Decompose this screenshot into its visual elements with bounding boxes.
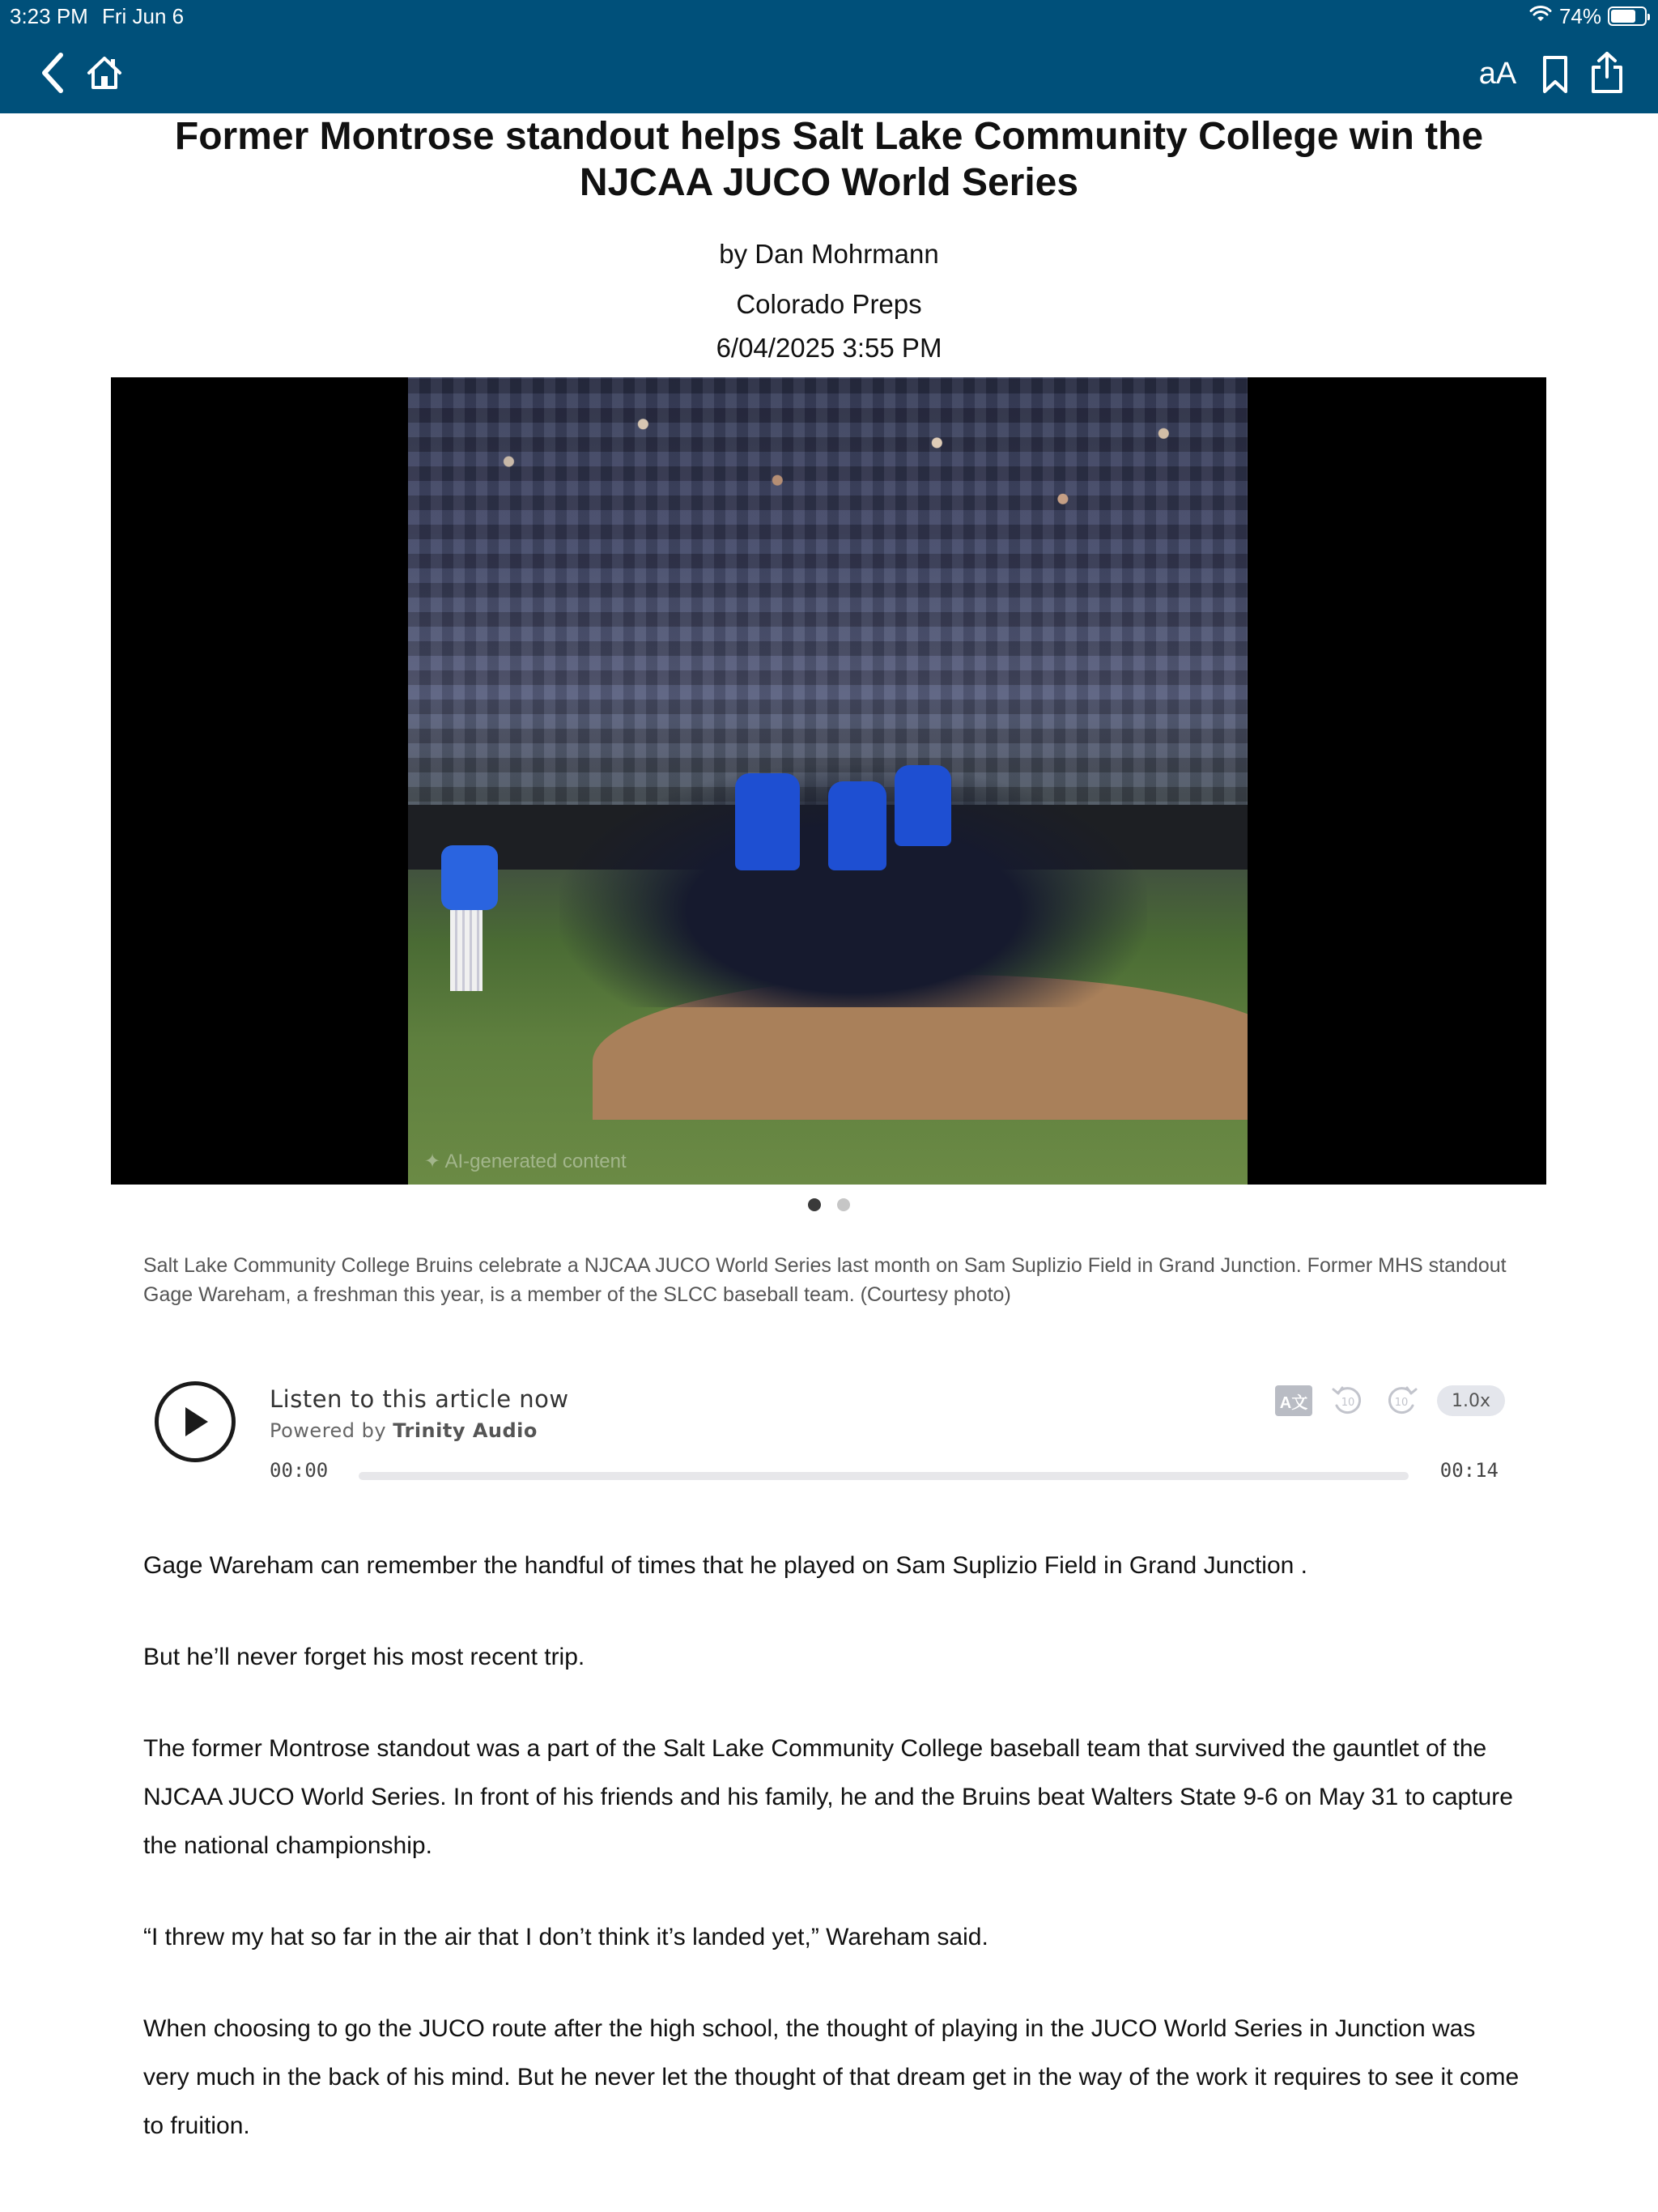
audio-current-time: 00:00 [270, 1459, 329, 1482]
photo-player [895, 765, 951, 846]
photo-player [735, 773, 800, 870]
article-byline: by Dan Mohrmann [719, 239, 939, 269]
bookmark-icon [1541, 55, 1569, 94]
audio-player [143, 1368, 1520, 1498]
powered-by-brand[interactable]: Trinity Audio [393, 1419, 538, 1442]
battery-icon [1608, 6, 1647, 26]
status-date: Fri Jun 6 [102, 4, 185, 28]
share-button[interactable] [1587, 49, 1627, 97]
photo-watermark: ✦ AI-generated content [424, 1151, 627, 1172]
translate-button[interactable]: A文 [1275, 1385, 1312, 1416]
article-headline: Former Montrose standout helps Salt Lake Community College win the NJCAA JUCO World Series [174, 115, 1484, 204]
back-button[interactable] [32, 50, 71, 96]
top-navigation-bar [0, 0, 1658, 113]
audio-progress-bar[interactable] [359, 1472, 1409, 1480]
audio-controls [1275, 1383, 1505, 1419]
home-icon [86, 55, 123, 91]
rewind-10-button[interactable] [1330, 1383, 1366, 1419]
audio-duration: 00:14 [1439, 1459, 1499, 1482]
rewind-label: 10 [1341, 1397, 1355, 1409]
forward-icon [1384, 1383, 1419, 1419]
forward-label: 10 [1394, 1397, 1409, 1409]
article-paragraph: The former Montrose standout was a part of the Salt Lake Community College baseball team that survived the gauntlet of the NJCAA JUCO World Series. In front of his friends and his family, he and the Bruins beat Walters State 9-6 on May 31 to capture the national championship. [143, 1735, 1513, 1859]
article-paragraph: Gage Wareham can remember the handful of times that he played on Sam Suplizio Field in Grand Junction . [143, 1552, 1307, 1579]
article-body [143, 1542, 1520, 2193]
article-date: 6/04/2025 3:55 PM [716, 333, 942, 363]
photo-batboy-legs [450, 910, 483, 991]
article-paragraph: “I threw my hat so far in the air that I don’t think it’s landed yet,” Wareham said. [143, 1924, 988, 1950]
bookmark-button[interactable] [1537, 52, 1574, 97]
share-icon [1589, 51, 1625, 95]
rewind-icon [1330, 1383, 1366, 1419]
powered-by-prefix: Powered by [270, 1419, 387, 1442]
article-paragraph: When choosing to go the JUCO route after the high school, the thought of playing in the JUCO World Series in Junction was very much in the back of his mind. But he never let the thought of that dream get in the way of the work it requires to see it come to fruition. [143, 2015, 1520, 2139]
battery-percentage: 74% [1558, 4, 1601, 28]
status-indicators [1528, 3, 1647, 29]
carousel-dot-2[interactable] [837, 1198, 850, 1211]
article-section: Colorado Preps [736, 289, 922, 319]
photo-batboy [441, 845, 498, 910]
font-size-button[interactable]: aA [1478, 57, 1517, 91]
chevron-left-icon [38, 52, 66, 94]
carousel-dot-1[interactable] [808, 1198, 821, 1211]
home-button[interactable] [84, 52, 125, 94]
photo-caption: Salt Lake Community College Bruins celebrate a NJCAA JUCO World Series last month on Sam Suplizio Field in Grand Junction. Former MHS standout Gage Wareham, a freshman this year, is a member of the SLCC baseball team. (Courtesy photo) [143, 1254, 1507, 1306]
audio-title: Listen to this article now [270, 1385, 569, 1413]
forward-10-button[interactable] [1384, 1383, 1419, 1419]
status-time: 3:23 PM [10, 4, 88, 28]
wifi-icon [1528, 3, 1553, 29]
audio-powered-by [270, 1419, 538, 1443]
photo-player [828, 781, 886, 870]
battery-level [1611, 10, 1635, 23]
play-icon [179, 1404, 211, 1440]
playback-speed-button[interactable]: 1.0x [1437, 1385, 1505, 1416]
article-photo [408, 377, 1248, 1185]
article-paragraph: But he’ll never forget his most recent trip. [143, 1644, 585, 1670]
photo-carousel[interactable] [111, 377, 1546, 1185]
carousel-dots [0, 1198, 1658, 1211]
play-button[interactable] [155, 1381, 236, 1462]
